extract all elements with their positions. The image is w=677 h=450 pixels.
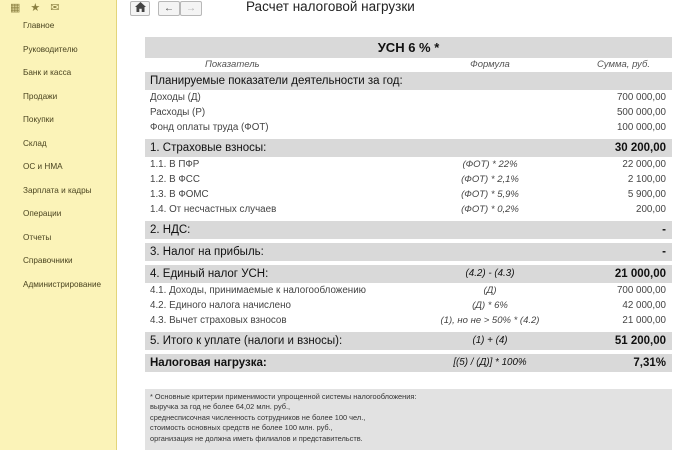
section-formula: (4.2) - (4.3) (465, 268, 515, 279)
sidebar-item-bank-cash[interactable]: Банк и касса (23, 68, 72, 77)
grid-icon[interactable]: ▦ (10, 1, 21, 14)
sidebar-item-warehouse[interactable]: Склад (23, 138, 47, 148)
page-title: Расчет налоговой нагрузки (246, 0, 415, 14)
sidebar-top-icons (0, 0, 116, 14)
section-title: 4. Единый налог УСН: (150, 268, 269, 280)
back-button[interactable] (158, 1, 180, 16)
footnote (145, 389, 672, 450)
table-header (145, 58, 672, 72)
table-row: Расходы (Р) 500 000,00 (150, 107, 666, 118)
arrow-left-icon: ← (164, 3, 174, 14)
footnote-line: стоимость основных средств не более 100 млн. руб., (150, 423, 333, 433)
footnote-line: организация не должна иметь филиалов и представительств. (150, 433, 363, 443)
sidebar-item-purchases[interactable]: Покупки (23, 115, 54, 124)
section-sum: 30 200,00 (614, 142, 666, 154)
star-icon[interactable]: ★ (30, 1, 41, 14)
column-header-name: Показатель (205, 59, 260, 70)
section-sum: - (662, 224, 666, 236)
sidebar-nav (0, 14, 116, 296)
home-button[interactable] (130, 1, 150, 16)
sidebar (0, 0, 117, 450)
sidebar-item-main[interactable]: Главное (23, 21, 55, 30)
footnote-line: среднесписочная численность сотрудников не более 100 чел., (150, 412, 366, 422)
table-row: 4.1. Доходы, принимаемые к налогообложению (Д) 700 000,00 (150, 285, 666, 296)
sidebar-item-reports[interactable]: Отчеты (23, 232, 52, 242)
section-usn (145, 265, 672, 283)
table-row: 1.2. В ФСС (ФОТ) * 2,1% 2 100,00 (150, 174, 666, 185)
section-planned (145, 72, 672, 90)
column-header-sum: Сумма, руб. (596, 59, 650, 70)
toolbar (124, 0, 677, 18)
table-row: 1.1. В ПФР (ФОТ) * 22% 22 000,00 (150, 159, 666, 170)
table-row: 1.3. В ФОМС (ФОТ) * 5,9% 5 900,00 (150, 189, 666, 200)
table-row: Фонд оплаты труда (ФОТ) 100 000,00 (150, 122, 666, 133)
section-insurance (145, 139, 672, 157)
section-total (145, 332, 672, 350)
table-row: Доходы (Д) 700 000,00 (150, 92, 666, 103)
section-title: Планируемые показатели деятельности за год: (150, 75, 403, 87)
sidebar-item-directories[interactable]: Справочники (23, 256, 73, 265)
tax-report (145, 37, 672, 372)
sidebar-item-payroll[interactable]: Зарплата и кадры (23, 185, 92, 195)
section-formula: [(5) / (Д)] * 100% (453, 357, 527, 368)
sidebar-item-operations[interactable]: Операции (23, 209, 62, 218)
footnote-line: выручка за год не более 64,02 млн. руб., (150, 402, 291, 412)
section-title: 3. Налог на прибыль: (150, 246, 264, 258)
table-row: 1.4. От несчастных случаев (ФОТ) * 0,2% 200,00 (150, 204, 666, 215)
arrow-right-icon: → (186, 3, 196, 14)
section-profit-tax (145, 243, 672, 261)
section-sum: 21 000,00 (614, 268, 666, 280)
report-title: УСН 6 % * (145, 37, 672, 58)
table-row: 4.2. Единого налога начислено (Д) * 6% 42 000,00 (150, 300, 666, 311)
sidebar-item-fixed-assets[interactable]: ОС и НМА (23, 162, 63, 171)
sidebar-item-administration[interactable]: Администрирование (23, 279, 102, 289)
section-title: 5. Итого к уплате (налоги и взносы): (150, 335, 343, 347)
sidebar-item-manager[interactable]: Руководителю (23, 44, 78, 54)
forward-button[interactable] (180, 1, 202, 16)
section-title: Налоговая нагрузка: (150, 357, 267, 369)
home-icon (135, 2, 146, 15)
table-row: 4.3. Вычет страховых взносов (1), но не > 50% * (4.2) 21 000,00 (150, 315, 666, 326)
footnote-line: * Основные критерии применимости упрощенной системы налогообложения: (150, 392, 417, 401)
section-tax-burden (145, 354, 672, 372)
section-title: 1. Страховые взносы: (150, 142, 267, 154)
sidebar-item-sales[interactable]: Продажи (23, 91, 58, 101)
bell-icon[interactable]: ✉ (50, 1, 60, 14)
section-sum: 7,31% (633, 357, 666, 369)
column-header-formula: Формула (470, 59, 510, 70)
section-vat (145, 221, 672, 239)
section-title: 2. НДС: (150, 224, 191, 236)
section-formula: (1) + (4) (472, 335, 508, 346)
section-sum: 51 200,00 (614, 335, 666, 347)
section-sum: - (662, 246, 666, 258)
